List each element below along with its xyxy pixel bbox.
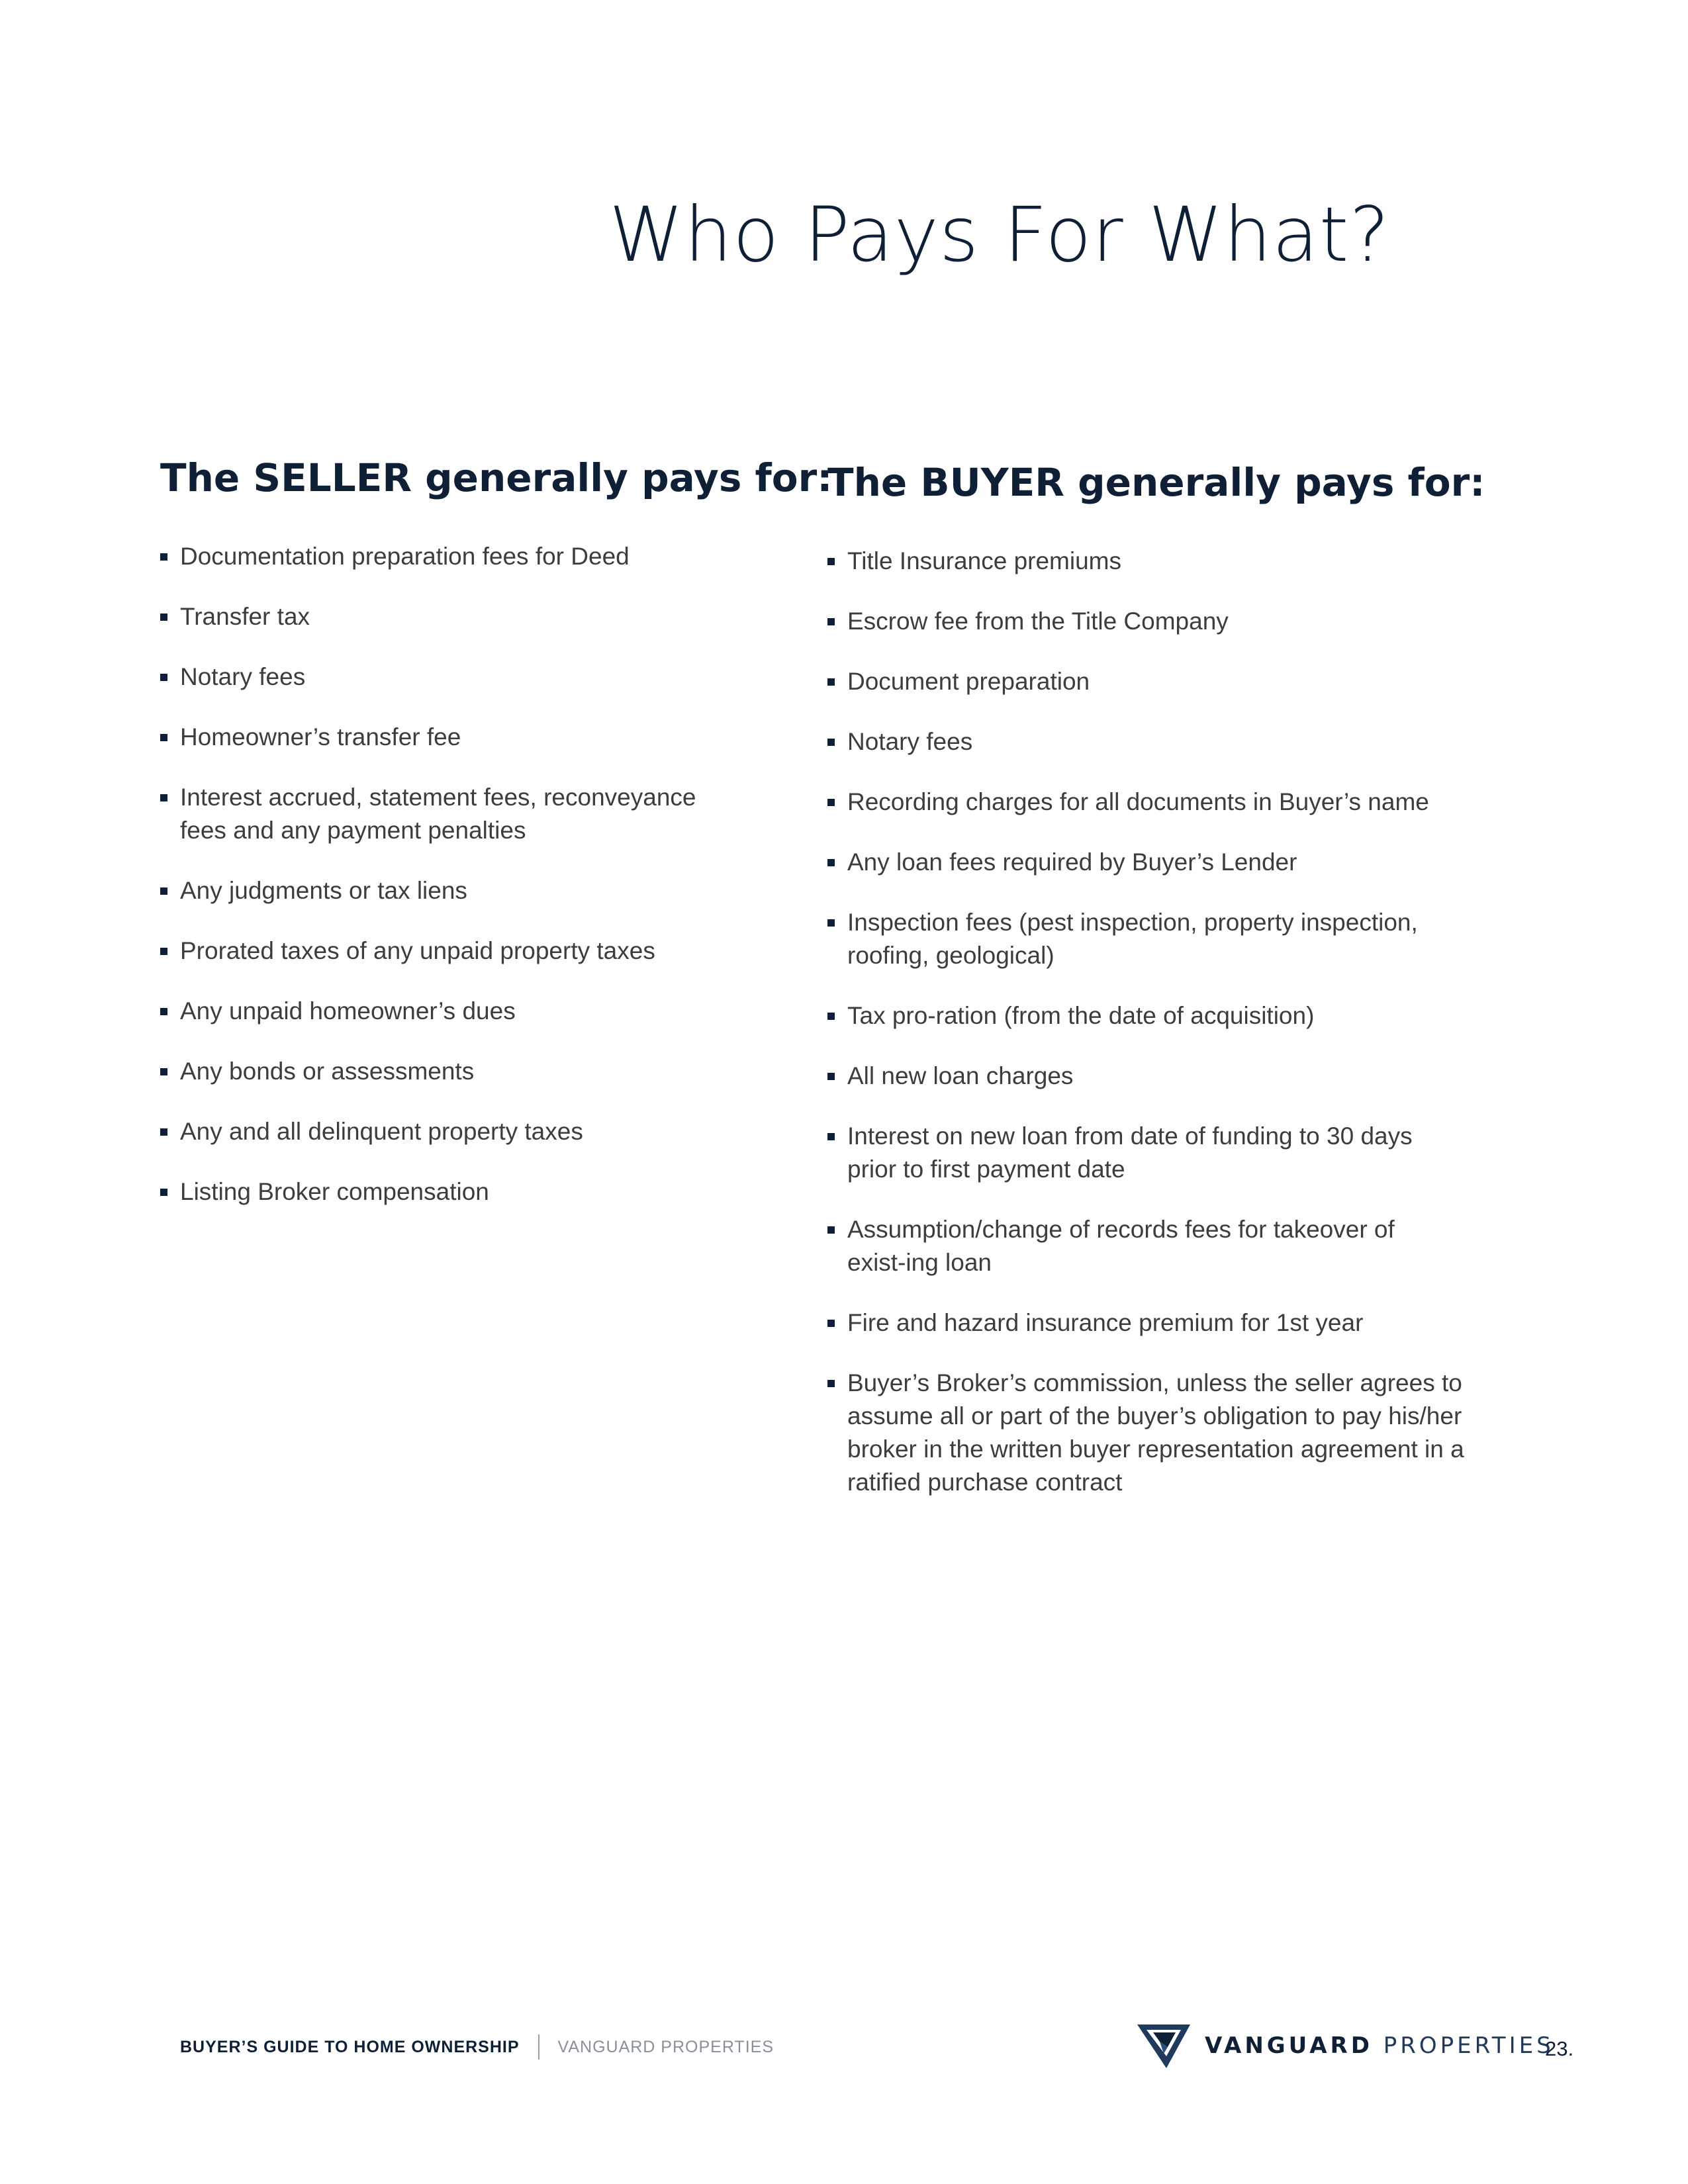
buyer-list (827, 545, 1516, 1499)
bullet-icon (160, 614, 167, 621)
buyer-column (827, 460, 1516, 1526)
bullet-icon (160, 734, 167, 741)
list-item (160, 540, 782, 573)
bullet-icon (160, 1189, 167, 1196)
bullet-icon (827, 1073, 835, 1080)
bullet-icon (160, 553, 167, 561)
list-item (160, 934, 782, 968)
list-item (827, 1120, 1430, 1186)
bullet-icon (160, 887, 167, 895)
page-number: 23. (1545, 2037, 1574, 2060)
list-item-text: Notary fees (180, 663, 306, 690)
list-item-text: Notary fees (847, 728, 973, 755)
list-item-text: Any bonds or assessments (180, 1058, 475, 1085)
bullet-icon (160, 948, 167, 955)
list-item-text: Interest on new loan from date of funding to 30 days prior to first payment date (847, 1122, 1413, 1183)
footer-company-name: VANGUARD PROPERTIES (557, 2037, 774, 2056)
list-item (160, 874, 782, 907)
bullet-icon (827, 1320, 835, 1327)
list-item (827, 1060, 1516, 1093)
bullet-icon (827, 1226, 835, 1234)
list-item (827, 1306, 1516, 1340)
list-item-text: Any judgments or tax liens (180, 877, 467, 904)
list-item-text: Buyer’s Broker’s commission, unless the seller agrees to assume all or part of the buyer’s obligation to pay his/her broker in the written buyer representation agreement in a ratified purchase contract (847, 1369, 1464, 1496)
list-item (160, 1175, 782, 1208)
list-item (827, 665, 1516, 698)
list-item (827, 605, 1516, 638)
list-item-text: Any and all delinquent property taxes (180, 1118, 583, 1145)
list-item (160, 1055, 782, 1088)
bullet-icon (827, 1380, 835, 1387)
company-logo (1137, 2022, 1554, 2070)
footer-guide-title: BUYER’S GUIDE TO HOME OWNERSHIP (180, 2037, 520, 2056)
list-item-text: Assumption/change of records fees for takeover of exist-ing loan (847, 1216, 1395, 1276)
list-item (827, 846, 1516, 879)
list-item (827, 1213, 1456, 1279)
list-item-text: Any loan fees required by Buyer’s Lender (847, 848, 1297, 876)
list-item-text: Recording charges for all documents in Buyer’s name (847, 788, 1429, 815)
list-item (160, 1115, 782, 1148)
vanguard-logo-icon (1137, 2022, 1190, 2070)
list-item (160, 721, 782, 754)
list-item (827, 1367, 1509, 1499)
bullet-icon (827, 799, 835, 806)
bullet-icon (160, 674, 167, 681)
list-item (160, 660, 782, 694)
bullet-icon (160, 794, 167, 801)
bullet-icon (827, 558, 835, 565)
bullet-icon (160, 1008, 167, 1015)
list-item (160, 995, 782, 1028)
seller-list (160, 540, 782, 1208)
bullet-icon (827, 1013, 835, 1020)
list-item-text: Tax pro-ration (from the date of acquisition) (847, 1002, 1315, 1029)
bullet-icon (827, 1133, 835, 1140)
buyer-heading: The BUYER generally pays for: (827, 460, 1485, 505)
seller-column (160, 455, 833, 1236)
list-item (827, 725, 1516, 758)
bullet-icon (827, 678, 835, 686)
footer-left (180, 2034, 774, 2060)
bullet-icon (160, 1128, 167, 1136)
list-item-text: Document preparation (847, 668, 1090, 695)
bullet-icon (827, 618, 835, 625)
list-item (827, 545, 1516, 578)
list-item-text: Documentation preparation fees for Deed (180, 543, 630, 570)
list-item (827, 999, 1516, 1032)
list-item-text: Interest accrued, statement fees, reconveyance fees and any payment penalties (180, 784, 696, 844)
page-title: Who Pays For What? (609, 191, 1390, 279)
list-item (160, 600, 782, 633)
list-item-text: Any unpaid homeowner’s dues (180, 997, 516, 1024)
list-item (160, 781, 763, 847)
list-item-text: All new loan charges (847, 1062, 1074, 1089)
list-item (827, 786, 1516, 819)
list-item-text: Fire and hazard insurance premium for 1st year (847, 1309, 1364, 1336)
list-item-text: Prorated taxes of any unpaid property taxes (180, 937, 655, 964)
list-item-text: Title Insurance premiums (847, 547, 1121, 574)
bullet-icon (160, 1068, 167, 1075)
list-item-text: Inspection fees (pest inspection, property inspection, roofing, geological) (847, 909, 1418, 969)
list-item-text: Homeowner’s transfer fee (180, 723, 461, 751)
logo-text: VANGUARD PROPERTIES (1205, 2032, 1554, 2059)
list-item (827, 906, 1430, 972)
list-item-text: Transfer tax (180, 603, 310, 630)
list-item-text: Listing Broker compensation (180, 1178, 489, 1205)
bullet-icon (827, 919, 835, 927)
list-item-text: Escrow fee from the Title Company (847, 608, 1229, 635)
seller-heading: The SELLER generally pays for: (160, 455, 833, 500)
bullet-icon (827, 859, 835, 866)
footer-divider (538, 2034, 539, 2060)
bullet-icon (827, 739, 835, 746)
